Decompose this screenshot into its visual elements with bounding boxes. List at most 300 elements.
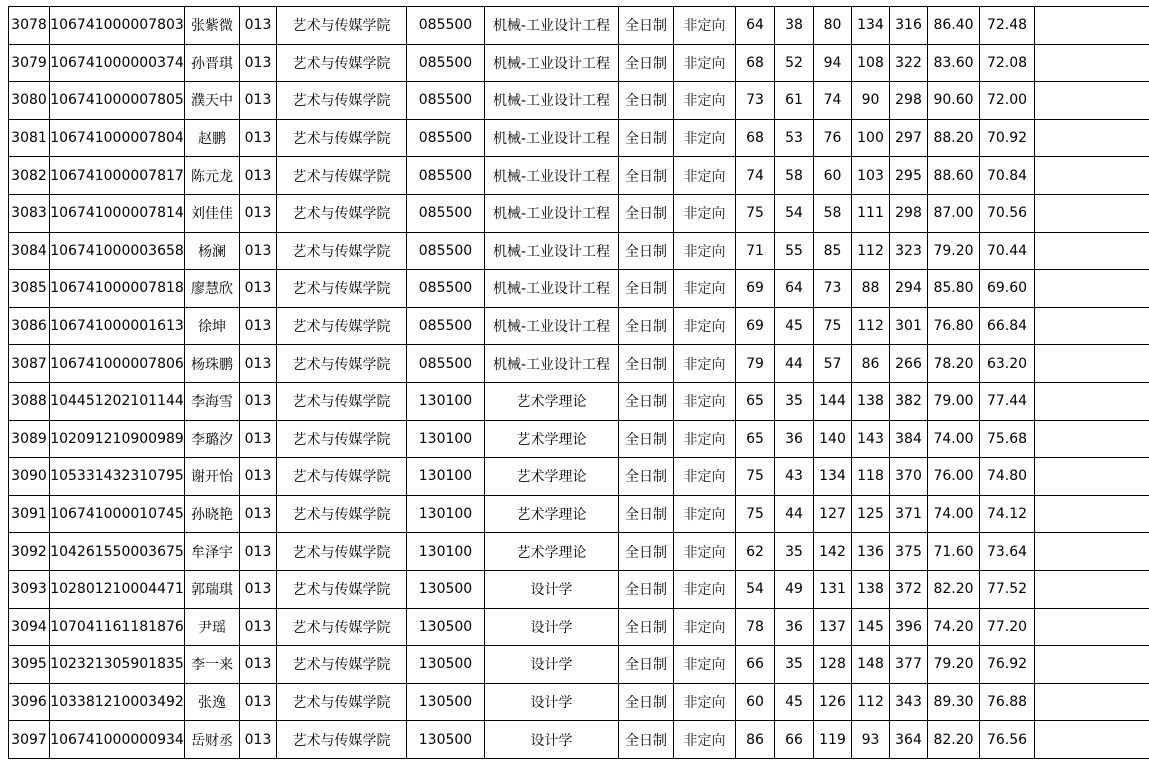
remarks-cell [1035, 44, 1149, 82]
orientation-cell: 非定向 [674, 570, 736, 608]
score-english-cell: 64 [775, 270, 814, 308]
remarks-cell [1035, 570, 1149, 608]
interview-score-cell: 74.20 [928, 608, 980, 646]
remarks-cell [1035, 608, 1149, 646]
score-subject2-cell: 148 [852, 646, 890, 684]
college-name-cell: 艺术与传媒学院 [277, 194, 407, 232]
table-row [9, 157, 1149, 195]
serial-no-cell: 3087 [9, 345, 50, 383]
orientation-cell: 非定向 [674, 721, 736, 759]
final-score-cell: 76.56 [980, 721, 1035, 759]
score-politics-cell: 60 [736, 683, 775, 721]
study-mode-cell: 全日制 [619, 119, 674, 157]
college-name-cell: 艺术与传媒学院 [277, 7, 407, 45]
total-score-cell: 370 [890, 458, 928, 496]
orientation-cell: 非定向 [674, 82, 736, 120]
serial-no-cell: 3082 [9, 157, 50, 195]
final-score-cell: 76.92 [980, 646, 1035, 684]
remarks-cell [1035, 307, 1149, 345]
orientation-cell: 非定向 [674, 345, 736, 383]
final-score-cell: 66.84 [980, 307, 1035, 345]
student-name-cell: 岳财丞 [185, 721, 240, 759]
orientation-cell: 非定向 [674, 194, 736, 232]
interview-score-cell: 87.00 [928, 194, 980, 232]
score-politics-cell: 66 [736, 646, 775, 684]
orientation-cell: 非定向 [674, 7, 736, 45]
major-code-cell: 130100 [407, 533, 485, 571]
admission-table [8, 6, 1149, 759]
interview-score-cell: 88.20 [928, 119, 980, 157]
score-politics-cell: 54 [736, 570, 775, 608]
college-name-cell: 艺术与传媒学院 [277, 646, 407, 684]
remarks-cell [1035, 7, 1149, 45]
major-code-cell: 130500 [407, 721, 485, 759]
student-name-cell: 谢开怡 [185, 458, 240, 496]
score-english-cell: 52 [775, 44, 814, 82]
score-politics-cell: 69 [736, 307, 775, 345]
table-row [9, 495, 1149, 533]
major-name-cell: 艺术学理论 [485, 382, 619, 420]
final-score-cell: 72.00 [980, 82, 1035, 120]
score-subject1-cell: 126 [814, 683, 852, 721]
score-politics-cell: 71 [736, 232, 775, 270]
orientation-cell: 非定向 [674, 608, 736, 646]
score-subject1-cell: 131 [814, 570, 852, 608]
table-row [9, 232, 1149, 270]
total-score-cell: 298 [890, 194, 928, 232]
score-subject1-cell: 76 [814, 119, 852, 157]
interview-score-cell: 90.60 [928, 82, 980, 120]
orientation-cell: 非定向 [674, 646, 736, 684]
college-code-cell: 013 [240, 232, 277, 270]
total-score-cell: 384 [890, 420, 928, 458]
major-code-cell: 085500 [407, 232, 485, 270]
remarks-cell [1035, 270, 1149, 308]
score-english-cell: 36 [775, 420, 814, 458]
major-name-cell: 机械-工业设计工程 [485, 44, 619, 82]
total-score-cell: 316 [890, 7, 928, 45]
major-code-cell: 085500 [407, 82, 485, 120]
student-name-cell: 孙晋琪 [185, 44, 240, 82]
score-subject1-cell: 75 [814, 307, 852, 345]
exam-id-cell: 102801210004471 [50, 570, 185, 608]
college-code-cell: 013 [240, 270, 277, 308]
score-subject2-cell: 125 [852, 495, 890, 533]
orientation-cell: 非定向 [674, 683, 736, 721]
exam-id-cell: 106741000007817 [50, 157, 185, 195]
interview-score-cell: 83.60 [928, 44, 980, 82]
study-mode-cell: 全日制 [619, 382, 674, 420]
remarks-cell [1035, 119, 1149, 157]
study-mode-cell: 全日制 [619, 570, 674, 608]
score-english-cell: 35 [775, 382, 814, 420]
score-subject2-cell: 138 [852, 382, 890, 420]
score-politics-cell: 75 [736, 458, 775, 496]
score-politics-cell: 75 [736, 495, 775, 533]
student-name-cell: 李一来 [185, 646, 240, 684]
serial-no-cell: 3096 [9, 683, 50, 721]
interview-score-cell: 78.20 [928, 345, 980, 383]
score-english-cell: 49 [775, 570, 814, 608]
exam-id-cell: 106741000000374 [50, 44, 185, 82]
major-name-cell: 机械-工业设计工程 [485, 345, 619, 383]
major-code-cell: 130500 [407, 570, 485, 608]
college-name-cell: 艺术与传媒学院 [277, 82, 407, 120]
remarks-cell [1035, 157, 1149, 195]
final-score-cell: 70.92 [980, 119, 1035, 157]
score-politics-cell: 86 [736, 721, 775, 759]
interview-score-cell: 89.30 [928, 683, 980, 721]
orientation-cell: 非定向 [674, 495, 736, 533]
total-score-cell: 382 [890, 382, 928, 420]
college-code-cell: 013 [240, 119, 277, 157]
student-name-cell: 孙晓艳 [185, 495, 240, 533]
major-code-cell: 130500 [407, 683, 485, 721]
major-name-cell: 设计学 [485, 721, 619, 759]
college-name-cell: 艺术与传媒学院 [277, 721, 407, 759]
table-row [9, 345, 1149, 383]
score-politics-cell: 64 [736, 7, 775, 45]
study-mode-cell: 全日制 [619, 157, 674, 195]
orientation-cell: 非定向 [674, 458, 736, 496]
college-code-cell: 013 [240, 533, 277, 571]
exam-id-cell: 106741000007806 [50, 345, 185, 383]
college-code-cell: 013 [240, 570, 277, 608]
major-name-cell: 机械-工业设计工程 [485, 194, 619, 232]
score-subject1-cell: 60 [814, 157, 852, 195]
table-row [9, 458, 1149, 496]
score-english-cell: 61 [775, 82, 814, 120]
total-score-cell: 322 [890, 44, 928, 82]
college-code-cell: 013 [240, 307, 277, 345]
major-code-cell: 130500 [407, 608, 485, 646]
score-subject2-cell: 93 [852, 721, 890, 759]
score-politics-cell: 62 [736, 533, 775, 571]
remarks-cell [1035, 533, 1149, 571]
major-name-cell: 机械-工业设计工程 [485, 157, 619, 195]
study-mode-cell: 全日制 [619, 232, 674, 270]
exam-id-cell: 102091210900989 [50, 420, 185, 458]
table-row [9, 82, 1149, 120]
college-code-cell: 013 [240, 646, 277, 684]
serial-no-cell: 3086 [9, 307, 50, 345]
total-score-cell: 371 [890, 495, 928, 533]
major-code-cell: 085500 [407, 157, 485, 195]
college-name-cell: 艺术与传媒学院 [277, 608, 407, 646]
score-subject2-cell: 90 [852, 82, 890, 120]
remarks-cell [1035, 345, 1149, 383]
study-mode-cell: 全日制 [619, 307, 674, 345]
serial-no-cell: 3092 [9, 533, 50, 571]
table-row [9, 44, 1149, 82]
score-politics-cell: 65 [736, 420, 775, 458]
score-subject2-cell: 86 [852, 345, 890, 383]
college-name-cell: 艺术与传媒学院 [277, 307, 407, 345]
total-score-cell: 364 [890, 721, 928, 759]
score-subject2-cell: 112 [852, 307, 890, 345]
table-row [9, 307, 1149, 345]
interview-score-cell: 82.20 [928, 570, 980, 608]
study-mode-cell: 全日制 [619, 420, 674, 458]
score-subject2-cell: 138 [852, 570, 890, 608]
student-name-cell: 牟泽宇 [185, 533, 240, 571]
exam-id-cell: 106741000000934 [50, 721, 185, 759]
college-code-cell: 013 [240, 683, 277, 721]
score-subject1-cell: 142 [814, 533, 852, 571]
serial-no-cell: 3093 [9, 570, 50, 608]
final-score-cell: 77.52 [980, 570, 1035, 608]
study-mode-cell: 全日制 [619, 7, 674, 45]
major-name-cell: 艺术学理论 [485, 420, 619, 458]
score-subject1-cell: 57 [814, 345, 852, 383]
serial-no-cell: 3097 [9, 721, 50, 759]
final-score-cell: 72.48 [980, 7, 1035, 45]
college-name-cell: 艺术与传媒学院 [277, 44, 407, 82]
score-subject1-cell: 144 [814, 382, 852, 420]
score-subject2-cell: 88 [852, 270, 890, 308]
table-row [9, 7, 1149, 45]
exam-id-cell: 104261550003675 [50, 533, 185, 571]
table-row [9, 382, 1149, 420]
score-politics-cell: 68 [736, 119, 775, 157]
score-english-cell: 58 [775, 157, 814, 195]
score-subject1-cell: 58 [814, 194, 852, 232]
score-subject1-cell: 140 [814, 420, 852, 458]
exam-id-cell: 106741000007804 [50, 119, 185, 157]
score-politics-cell: 73 [736, 82, 775, 120]
remarks-cell [1035, 458, 1149, 496]
exam-id-cell: 102321305901835 [50, 646, 185, 684]
major-code-cell: 130500 [407, 646, 485, 684]
major-code-cell: 130100 [407, 420, 485, 458]
college-name-cell: 艺术与传媒学院 [277, 270, 407, 308]
table-row [9, 119, 1149, 157]
score-subject2-cell: 143 [852, 420, 890, 458]
serial-no-cell: 3079 [9, 44, 50, 82]
total-score-cell: 297 [890, 119, 928, 157]
score-subject1-cell: 73 [814, 270, 852, 308]
table-row [9, 646, 1149, 684]
interview-score-cell: 88.60 [928, 157, 980, 195]
final-score-cell: 77.44 [980, 382, 1035, 420]
major-code-cell: 085500 [407, 44, 485, 82]
remarks-cell [1035, 495, 1149, 533]
score-english-cell: 45 [775, 307, 814, 345]
serial-no-cell: 3078 [9, 7, 50, 45]
interview-score-cell: 71.60 [928, 533, 980, 571]
study-mode-cell: 全日制 [619, 458, 674, 496]
college-code-cell: 013 [240, 382, 277, 420]
score-english-cell: 38 [775, 7, 814, 45]
student-name-cell: 陈元龙 [185, 157, 240, 195]
interview-score-cell: 76.80 [928, 307, 980, 345]
table-row [9, 420, 1149, 458]
college-code-cell: 013 [240, 495, 277, 533]
score-subject2-cell: 112 [852, 683, 890, 721]
college-name-cell: 艺术与传媒学院 [277, 683, 407, 721]
score-politics-cell: 74 [736, 157, 775, 195]
college-name-cell: 艺术与传媒学院 [277, 382, 407, 420]
final-score-cell: 74.12 [980, 495, 1035, 533]
major-name-cell: 机械-工业设计工程 [485, 119, 619, 157]
score-politics-cell: 79 [736, 345, 775, 383]
score-subject2-cell: 108 [852, 44, 890, 82]
student-name-cell: 李海雪 [185, 382, 240, 420]
major-name-cell: 机械-工业设计工程 [485, 7, 619, 45]
score-subject1-cell: 119 [814, 721, 852, 759]
final-score-cell: 70.56 [980, 194, 1035, 232]
score-politics-cell: 69 [736, 270, 775, 308]
major-name-cell: 艺术学理论 [485, 458, 619, 496]
major-name-cell: 机械-工业设计工程 [485, 270, 619, 308]
college-code-cell: 013 [240, 7, 277, 45]
college-name-cell: 艺术与传媒学院 [277, 533, 407, 571]
score-subject1-cell: 80 [814, 7, 852, 45]
major-name-cell: 机械-工业设计工程 [485, 232, 619, 270]
orientation-cell: 非定向 [674, 270, 736, 308]
major-code-cell: 085500 [407, 7, 485, 45]
exam-id-cell: 105331432310795 [50, 458, 185, 496]
serial-no-cell: 3081 [9, 119, 50, 157]
score-subject2-cell: 103 [852, 157, 890, 195]
serial-no-cell: 3083 [9, 194, 50, 232]
college-code-cell: 013 [240, 44, 277, 82]
final-score-cell: 70.44 [980, 232, 1035, 270]
score-subject1-cell: 74 [814, 82, 852, 120]
score-politics-cell: 75 [736, 194, 775, 232]
major-name-cell: 设计学 [485, 683, 619, 721]
student-name-cell: 濮天中 [185, 82, 240, 120]
remarks-cell [1035, 382, 1149, 420]
final-score-cell: 70.84 [980, 157, 1035, 195]
major-code-cell: 085500 [407, 270, 485, 308]
college-name-cell: 艺术与传媒学院 [277, 570, 407, 608]
study-mode-cell: 全日制 [619, 495, 674, 533]
exam-id-cell: 106741000007814 [50, 194, 185, 232]
score-subject2-cell: 145 [852, 608, 890, 646]
study-mode-cell: 全日制 [619, 82, 674, 120]
major-code-cell: 130100 [407, 382, 485, 420]
major-code-cell: 085500 [407, 119, 485, 157]
serial-no-cell: 3095 [9, 646, 50, 684]
remarks-cell [1035, 82, 1149, 120]
final-score-cell: 63.20 [980, 345, 1035, 383]
interview-score-cell: 74.00 [928, 495, 980, 533]
final-score-cell: 75.68 [980, 420, 1035, 458]
orientation-cell: 非定向 [674, 157, 736, 195]
study-mode-cell: 全日制 [619, 646, 674, 684]
study-mode-cell: 全日制 [619, 683, 674, 721]
college-name-cell: 艺术与传媒学院 [277, 157, 407, 195]
final-score-cell: 73.64 [980, 533, 1035, 571]
score-english-cell: 35 [775, 533, 814, 571]
major-code-cell: 085500 [407, 194, 485, 232]
total-score-cell: 343 [890, 683, 928, 721]
remarks-cell [1035, 232, 1149, 270]
remarks-cell [1035, 721, 1149, 759]
total-score-cell: 396 [890, 608, 928, 646]
serial-no-cell: 3089 [9, 420, 50, 458]
exam-id-cell: 104451202101144 [50, 382, 185, 420]
orientation-cell: 非定向 [674, 44, 736, 82]
final-score-cell: 77.20 [980, 608, 1035, 646]
score-subject1-cell: 85 [814, 232, 852, 270]
interview-score-cell: 79.20 [928, 646, 980, 684]
serial-no-cell: 3088 [9, 382, 50, 420]
student-name-cell: 杨珠鹏 [185, 345, 240, 383]
score-english-cell: 44 [775, 345, 814, 383]
college-code-cell: 013 [240, 721, 277, 759]
student-name-cell: 廖慧欣 [185, 270, 240, 308]
final-score-cell: 74.80 [980, 458, 1035, 496]
final-score-cell: 69.60 [980, 270, 1035, 308]
interview-score-cell: 82.20 [928, 721, 980, 759]
orientation-cell: 非定向 [674, 119, 736, 157]
exam-id-cell: 106741000010745 [50, 495, 185, 533]
college-name-cell: 艺术与传媒学院 [277, 119, 407, 157]
interview-score-cell: 79.00 [928, 382, 980, 420]
college-code-cell: 013 [240, 157, 277, 195]
score-politics-cell: 65 [736, 382, 775, 420]
score-subject2-cell: 111 [852, 194, 890, 232]
study-mode-cell: 全日制 [619, 608, 674, 646]
total-score-cell: 294 [890, 270, 928, 308]
interview-score-cell: 85.80 [928, 270, 980, 308]
final-score-cell: 76.88 [980, 683, 1035, 721]
major-code-cell: 130100 [407, 495, 485, 533]
major-code-cell: 085500 [407, 345, 485, 383]
exam-id-cell: 106741000007818 [50, 270, 185, 308]
student-name-cell: 张逸 [185, 683, 240, 721]
major-name-cell: 设计学 [485, 570, 619, 608]
student-name-cell: 李璐汐 [185, 420, 240, 458]
table-row [9, 683, 1149, 721]
college-code-cell: 013 [240, 345, 277, 383]
total-score-cell: 301 [890, 307, 928, 345]
major-name-cell: 艺术学理论 [485, 533, 619, 571]
serial-no-cell: 3091 [9, 495, 50, 533]
orientation-cell: 非定向 [674, 382, 736, 420]
total-score-cell: 295 [890, 157, 928, 195]
table-row [9, 570, 1149, 608]
serial-no-cell: 3080 [9, 82, 50, 120]
study-mode-cell: 全日制 [619, 533, 674, 571]
serial-no-cell: 3094 [9, 608, 50, 646]
score-subject1-cell: 134 [814, 458, 852, 496]
serial-no-cell: 3084 [9, 232, 50, 270]
college-name-cell: 艺术与传媒学院 [277, 232, 407, 270]
score-politics-cell: 78 [736, 608, 775, 646]
remarks-cell [1035, 683, 1149, 721]
college-code-cell: 013 [240, 82, 277, 120]
interview-score-cell: 76.00 [928, 458, 980, 496]
orientation-cell: 非定向 [674, 420, 736, 458]
major-name-cell: 艺术学理论 [485, 495, 619, 533]
score-politics-cell: 68 [736, 44, 775, 82]
total-score-cell: 377 [890, 646, 928, 684]
major-name-cell: 设计学 [485, 608, 619, 646]
serial-no-cell: 3085 [9, 270, 50, 308]
table-row [9, 721, 1149, 759]
score-subject2-cell: 100 [852, 119, 890, 157]
college-name-cell: 艺术与传媒学院 [277, 458, 407, 496]
score-english-cell: 44 [775, 495, 814, 533]
study-mode-cell: 全日制 [619, 270, 674, 308]
score-subject2-cell: 118 [852, 458, 890, 496]
college-code-cell: 013 [240, 458, 277, 496]
interview-score-cell: 74.00 [928, 420, 980, 458]
major-name-cell: 机械-工业设计工程 [485, 82, 619, 120]
